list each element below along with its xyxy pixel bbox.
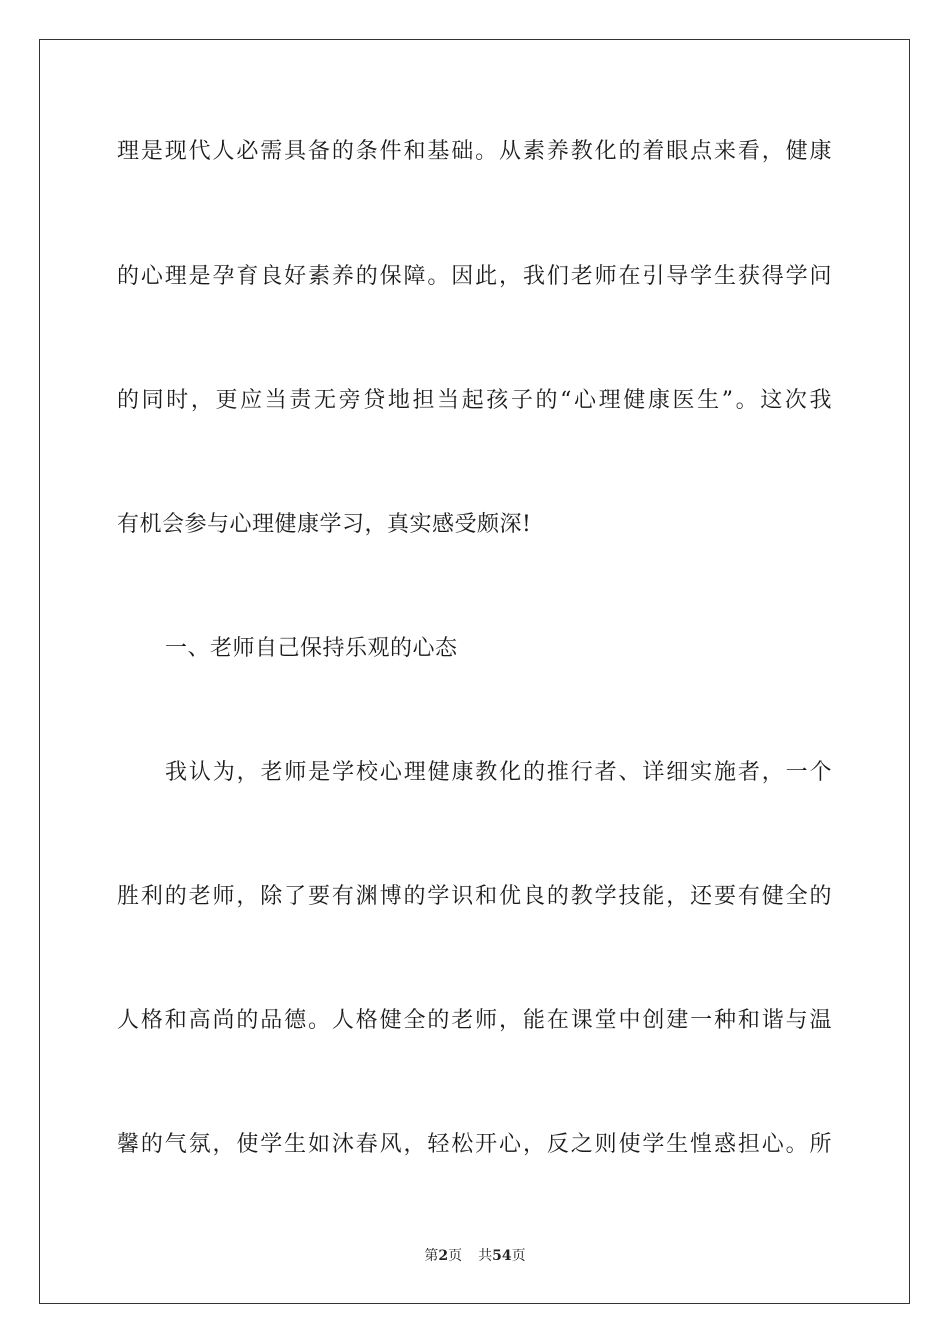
body-line-3: 的同时，更应当责无旁贷地担当起孩子的“心理健康医生”。这次我 <box>117 388 832 413</box>
body-line-1: 理是现代人必需具备的条件和基础。从素养教化的着眼点来看，健康 <box>117 139 832 164</box>
page-footer <box>0 1247 950 1265</box>
body-line-2: 的心理是孕育良好素养的保障。因此，我们老师在引导学生获得学问 <box>117 264 832 289</box>
page-number: 2 <box>438 1248 449 1264</box>
page-suffix: 页 <box>448 1248 463 1264</box>
page-prefix: 第 <box>424 1248 439 1264</box>
body-line-4: 有机会参与心理健康学习，真实感受颇深! <box>117 512 532 537</box>
body-line-9: 馨的气氛，使学生如沐春风，轻松开心，反之则使学生惶惑担心。所 <box>117 1132 832 1157</box>
page-border <box>39 39 910 1304</box>
total-pages: 54 <box>492 1248 512 1264</box>
body-line-6: 我认为，老师是学校心理健康教化的推行者、详细实施者，一个 <box>165 760 832 785</box>
total-prefix: 共 <box>478 1248 493 1264</box>
section-heading: 一、老师自己保持乐观的心态 <box>165 636 458 661</box>
body-line-8: 人格和高尚的品德。人格健全的老师，能在课堂中创建一种和谐与温 <box>117 1008 832 1033</box>
total-suffix: 页 <box>511 1248 526 1264</box>
body-line-7: 胜利的老师，除了要有渊博的学识和优良的教学技能，还要有健全的 <box>117 884 832 909</box>
